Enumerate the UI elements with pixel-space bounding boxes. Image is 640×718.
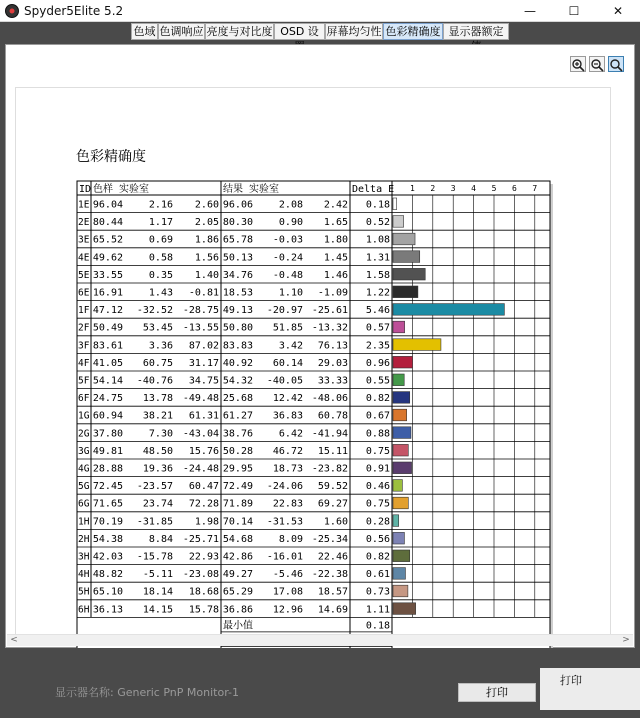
zoom-in-button[interactable] (570, 56, 586, 72)
sample-l: 47.12 (92, 305, 123, 317)
header-delta-e: Delta E (352, 184, 395, 195)
sample-a: -5.11 (142, 569, 173, 581)
zoom-in-icon (571, 58, 585, 72)
sample-b: 61.31 (188, 410, 219, 422)
result-l: 25.68 (222, 393, 253, 405)
delta-e-bar (393, 444, 408, 456)
result-a: -0.48 (272, 269, 303, 281)
spyder-app-icon (4, 3, 20, 19)
sample-a: 2.16 (148, 199, 173, 211)
row-id: 1E (78, 199, 90, 211)
result-a: -5.46 (272, 569, 303, 581)
result-l: 83.83 (222, 340, 253, 352)
sample-b: 15.78 (188, 604, 219, 616)
sample-l: 96.04 (92, 199, 123, 211)
report-title: 色彩精确度 (76, 149, 146, 165)
row-id: 4H (78, 569, 90, 581)
result-l: 72.49 (222, 481, 253, 493)
tab-tone-response[interactable]: 色调响应 (159, 25, 204, 38)
result-l: 70.14 (222, 516, 253, 528)
sample-a: 23.74 (142, 498, 173, 510)
maximize-button[interactable]: ☐ (568, 4, 580, 18)
scroll-left-arrow-icon[interactable]: < (10, 635, 18, 645)
result-b: 1.65 (323, 217, 348, 229)
sample-l: 49.62 (92, 252, 123, 264)
sample-b: 60.47 (188, 481, 219, 493)
tab-brightness-contrast[interactable]: 亮度与对比度 (206, 25, 273, 38)
row-id: 2F (78, 322, 90, 334)
sample-a: -32.52 (136, 305, 173, 317)
sample-l: 65.52 (92, 234, 123, 246)
result-l: 40.92 (222, 357, 253, 369)
sample-a: 13.78 (142, 393, 173, 405)
sample-a: 7.30 (148, 428, 173, 440)
result-l: 18.53 (222, 287, 253, 299)
delta-e-value: 0.57 (365, 322, 390, 334)
sample-l: 48.82 (92, 569, 123, 581)
tab-color-gamut[interactable]: 色域 (131, 23, 158, 40)
result-b: 1.60 (323, 516, 348, 528)
sample-a: 0.58 (148, 252, 173, 264)
result-l: 50.28 (222, 445, 253, 457)
result-a: 36.83 (272, 410, 303, 422)
sample-a: 0.69 (148, 234, 173, 246)
row-id: 3G (78, 445, 90, 457)
delta-e-bar (393, 392, 410, 404)
result-b: 1.80 (323, 234, 348, 246)
row-id: 6E (78, 287, 90, 299)
result-b: 2.42 (323, 199, 348, 211)
sample-a: 1.43 (148, 287, 173, 299)
result-b: -41.94 (311, 428, 348, 440)
row-id: 5E (78, 269, 90, 281)
sample-b: 2.60 (194, 199, 219, 211)
watermark-overlay (540, 668, 640, 710)
sample-l: 70.19 (92, 516, 123, 528)
header-sample: 色样 实验室 (93, 184, 150, 195)
delta-e-bar (393, 374, 404, 386)
delta-e-bar (393, 251, 420, 263)
result-a: 12.96 (272, 604, 303, 616)
summary-value: 0.18 (365, 620, 390, 632)
result-l: 29.95 (222, 463, 253, 475)
result-b: 76.13 (317, 340, 348, 352)
sample-b: -28.75 (182, 305, 219, 317)
result-l: 96.06 (222, 199, 253, 211)
row-id: 4E (78, 252, 90, 264)
sample-a: 0.35 (148, 269, 173, 281)
delta-e-value: 1.31 (365, 252, 390, 264)
row-id: 6F (78, 393, 90, 405)
delta-e-bar (393, 480, 402, 492)
row-id: 5G (78, 481, 90, 493)
result-a: -24.06 (266, 481, 303, 493)
result-a: 2.08 (278, 199, 303, 211)
delta-e-bar (393, 339, 441, 351)
result-b: -25.34 (311, 533, 348, 545)
row-id: 3F (78, 340, 90, 352)
result-a: -20.97 (266, 305, 303, 317)
result-l: 50.80 (222, 322, 253, 334)
result-a: 8.09 (278, 533, 303, 545)
delta-e-value: 1.58 (365, 269, 390, 281)
scale-tick-label: 1 (409, 184, 415, 193)
zoom-fit-icon (609, 58, 623, 72)
row-id: 1G (78, 410, 90, 422)
delta-e-bar (393, 427, 411, 439)
sample-b: 2.05 (194, 217, 219, 229)
sample-a: 8.84 (148, 533, 173, 545)
sample-l: 42.03 (92, 551, 123, 563)
sample-b: -43.04 (182, 428, 219, 440)
delta-e-value: 0.82 (365, 551, 390, 563)
sample-a: -15.78 (136, 551, 173, 563)
sample-l: 65.10 (92, 586, 123, 598)
sample-l: 16.91 (92, 287, 123, 299)
result-l: 80.30 (222, 217, 253, 229)
delta-e-bar (393, 304, 504, 316)
result-l: 34.76 (222, 269, 253, 281)
result-b: 59.52 (317, 481, 348, 493)
sample-b: 87.02 (188, 340, 219, 352)
row-id: 5H (78, 586, 90, 598)
sample-l: 54.38 (92, 533, 123, 545)
result-b: -13.32 (311, 322, 348, 334)
result-l: 38.76 (222, 428, 253, 440)
result-b: 33.33 (317, 375, 348, 387)
delta-e-value: 0.73 (365, 586, 390, 598)
result-a: 6.42 (278, 428, 303, 440)
delta-e-bar (393, 356, 413, 368)
delta-e-bar (393, 550, 410, 562)
result-b: 18.57 (317, 586, 348, 598)
delta-e-bar (393, 286, 418, 298)
sample-a: 3.36 (148, 340, 173, 352)
row-id: 2G (78, 428, 90, 440)
scale-tick-label: 5 (491, 184, 497, 193)
result-b: 29.03 (317, 357, 348, 369)
sample-b: 1.56 (194, 252, 219, 264)
sample-b: 18.68 (188, 586, 219, 598)
sample-b: -24.48 (182, 463, 219, 475)
sample-b: 22.93 (188, 551, 219, 563)
result-b: -48.06 (311, 393, 348, 405)
sample-a: 48.50 (142, 445, 173, 457)
scroll-right-arrow-icon[interactable]: > (622, 635, 630, 645)
zoom-out-icon (590, 58, 604, 72)
print-button[interactable]: 打印 (458, 683, 536, 702)
delta-e-bar (393, 409, 407, 421)
close-button[interactable]: ✕ (612, 4, 624, 18)
delta-e-value: 0.55 (365, 375, 390, 387)
result-b: 15.11 (317, 445, 348, 457)
row-id: 4F (78, 357, 90, 369)
delta-e-value: 1.22 (365, 287, 390, 299)
result-l: 54.68 (222, 533, 253, 545)
scale-tick-label: 4 (471, 184, 477, 193)
delta-e-bar (393, 216, 404, 228)
result-a: 22.83 (272, 498, 303, 510)
horizontal-scrollbar[interactable] (7, 634, 633, 646)
zoom-out-button[interactable] (589, 56, 605, 72)
scale-tick-label: 7 (532, 184, 538, 193)
delta-e-value: 0.75 (365, 445, 390, 457)
delta-e-value: 0.56 (365, 533, 390, 545)
delta-e-bar (393, 568, 405, 580)
result-l: 65.29 (222, 586, 253, 598)
monitor-name: 显示器名称: Generic PnP Monitor-1 (55, 686, 239, 699)
row-id: 1H (78, 516, 90, 528)
sample-a: 1.17 (148, 217, 173, 229)
delta-e-bar (393, 268, 425, 280)
result-b: 60.78 (317, 410, 348, 422)
result-a: -0.03 (272, 234, 303, 246)
delta-e-bar (393, 233, 415, 245)
row-id: 2H (78, 533, 90, 545)
delta-e-value: 0.96 (365, 357, 390, 369)
sample-l: 54.14 (92, 375, 123, 387)
sample-l: 60.94 (92, 410, 123, 422)
sample-b: 1.86 (194, 234, 219, 246)
delta-e-value: 1.11 (365, 604, 390, 616)
sample-a: 18.14 (142, 586, 173, 598)
sample-b: -23.08 (182, 569, 219, 581)
minimize-button[interactable]: — (524, 4, 536, 18)
report-panel (5, 44, 635, 648)
row-id: 5F (78, 375, 90, 387)
delta-e-value: 2.35 (365, 340, 390, 352)
sample-b: -49.48 (182, 393, 219, 405)
delta-e-value: 0.28 (365, 516, 390, 528)
result-a: 51.85 (272, 322, 303, 334)
sample-l: 28.88 (92, 463, 123, 475)
delta-e-value: 0.46 (365, 481, 390, 493)
sample-b: 72.28 (188, 498, 219, 510)
result-a: -40.05 (266, 375, 303, 387)
result-b: 1.46 (323, 269, 348, 281)
sample-l: 33.55 (92, 269, 123, 281)
sample-b: -13.55 (182, 322, 219, 334)
sample-l: 71.65 (92, 498, 123, 510)
delta-e-bar (393, 603, 416, 615)
sample-l: 49.81 (92, 445, 123, 457)
tab-color-accuracy[interactable]: 色彩精确度 (383, 23, 443, 40)
delta-e-value: 0.88 (365, 428, 390, 440)
summary-label: 最小值 (223, 620, 253, 632)
row-id: 4G (78, 463, 90, 475)
result-a: 0.90 (278, 217, 303, 229)
delta-e-value: 0.52 (365, 217, 390, 229)
sample-a: -40.76 (136, 375, 173, 387)
result-a: 46.72 (272, 445, 303, 457)
sample-a: -31.85 (136, 516, 173, 528)
header-result: 结果 实验室 (223, 184, 280, 195)
scale-tick-label: 3 (450, 184, 456, 193)
result-l: 65.78 (222, 234, 253, 246)
result-l: 36.86 (222, 604, 253, 616)
sample-l: 36.13 (92, 604, 123, 616)
result-a: 1.10 (278, 287, 303, 299)
sample-l: 80.44 (92, 217, 123, 229)
result-b: -22.38 (311, 569, 348, 581)
zoom-fit-button[interactable] (608, 56, 624, 72)
delta-e-bar (393, 321, 405, 333)
sample-b: -0.81 (188, 287, 219, 299)
tab-screen-uniformity[interactable]: 屏幕均匀性 (326, 25, 382, 38)
row-id: 3H (78, 551, 90, 563)
delta-e-value: 0.75 (365, 498, 390, 510)
result-b: 69.27 (317, 498, 348, 510)
row-id: 2E (78, 217, 90, 229)
result-b: -25.61 (311, 305, 348, 317)
row-id: 3E (78, 234, 90, 246)
result-b: -23.82 (311, 463, 348, 475)
delta-e-value: 0.61 (365, 569, 390, 581)
result-l: 49.27 (222, 569, 253, 581)
sample-b: -25.71 (182, 533, 219, 545)
sample-l: 41.05 (92, 357, 123, 369)
result-b: -1.09 (317, 287, 348, 299)
delta-e-value: 0.67 (365, 410, 390, 422)
result-b: 14.69 (317, 604, 348, 616)
sample-a: -23.57 (136, 481, 173, 493)
delta-e-value: 5.46 (365, 305, 390, 317)
sample-b: 15.76 (188, 445, 219, 457)
sample-a: 38.21 (142, 410, 173, 422)
result-l: 42.86 (222, 551, 253, 563)
row-id: 1F (78, 305, 90, 317)
color-accuracy-table (16, 88, 612, 636)
sample-b: 1.40 (194, 269, 219, 281)
window-title: Spyder5Elite 5.2 (24, 4, 124, 18)
delta-e-bar (393, 532, 404, 544)
scale-tick-label: 2 (430, 184, 436, 193)
header-id: ID (79, 184, 92, 195)
result-a: 60.14 (272, 357, 303, 369)
delta-e-bar (393, 497, 408, 509)
row-id: 6H (78, 604, 90, 616)
tab-osd-settings[interactable]: OSD 设 (274, 23, 325, 40)
result-l: 49.13 (222, 305, 253, 317)
sample-a: 14.15 (142, 604, 173, 616)
result-b: 22.46 (317, 551, 348, 563)
result-a: 17.08 (272, 586, 303, 598)
sample-l: 83.61 (92, 340, 123, 352)
result-l: 61.27 (222, 410, 253, 422)
delta-e-value: 0.18 (365, 199, 390, 211)
sample-b: 1.98 (194, 516, 219, 528)
result-l: 50.13 (222, 252, 253, 264)
delta-e-value: 0.82 (365, 393, 390, 405)
sample-l: 37.80 (92, 428, 123, 440)
result-l: 71.89 (222, 498, 253, 510)
result-a: -16.01 (266, 551, 303, 563)
title-bar (0, 0, 640, 22)
delta-e-value: 1.08 (365, 234, 390, 246)
sample-l: 72.45 (92, 481, 123, 493)
print-overlay-text: 打印 (560, 674, 582, 687)
delta-e-value: 0.91 (365, 463, 390, 475)
delta-e-bar (393, 515, 399, 527)
delta-e-bar (393, 198, 397, 210)
delta-e-bar (393, 462, 412, 474)
result-l: 54.32 (222, 375, 253, 387)
report-page (15, 87, 611, 635)
result-a: 3.42 (278, 340, 303, 352)
sample-l: 24.75 (92, 393, 123, 405)
sample-l: 50.49 (92, 322, 123, 334)
sample-a: 19.36 (142, 463, 173, 475)
sample-a: 53.45 (142, 322, 173, 334)
result-a: 18.73 (272, 463, 303, 475)
scale-tick-label: 6 (511, 184, 517, 193)
result-b: 1.45 (323, 252, 348, 264)
sample-a: 60.75 (142, 357, 173, 369)
result-a: 12.42 (272, 393, 303, 405)
result-a: -0.24 (272, 252, 303, 264)
tab-monitor-rating[interactable]: 显示器额定 (443, 23, 509, 40)
delta-e-bar (393, 585, 408, 597)
result-a: -31.53 (266, 516, 303, 528)
sample-b: 34.75 (188, 375, 219, 387)
row-id: 6G (78, 498, 90, 510)
sample-b: 31.17 (188, 357, 219, 369)
